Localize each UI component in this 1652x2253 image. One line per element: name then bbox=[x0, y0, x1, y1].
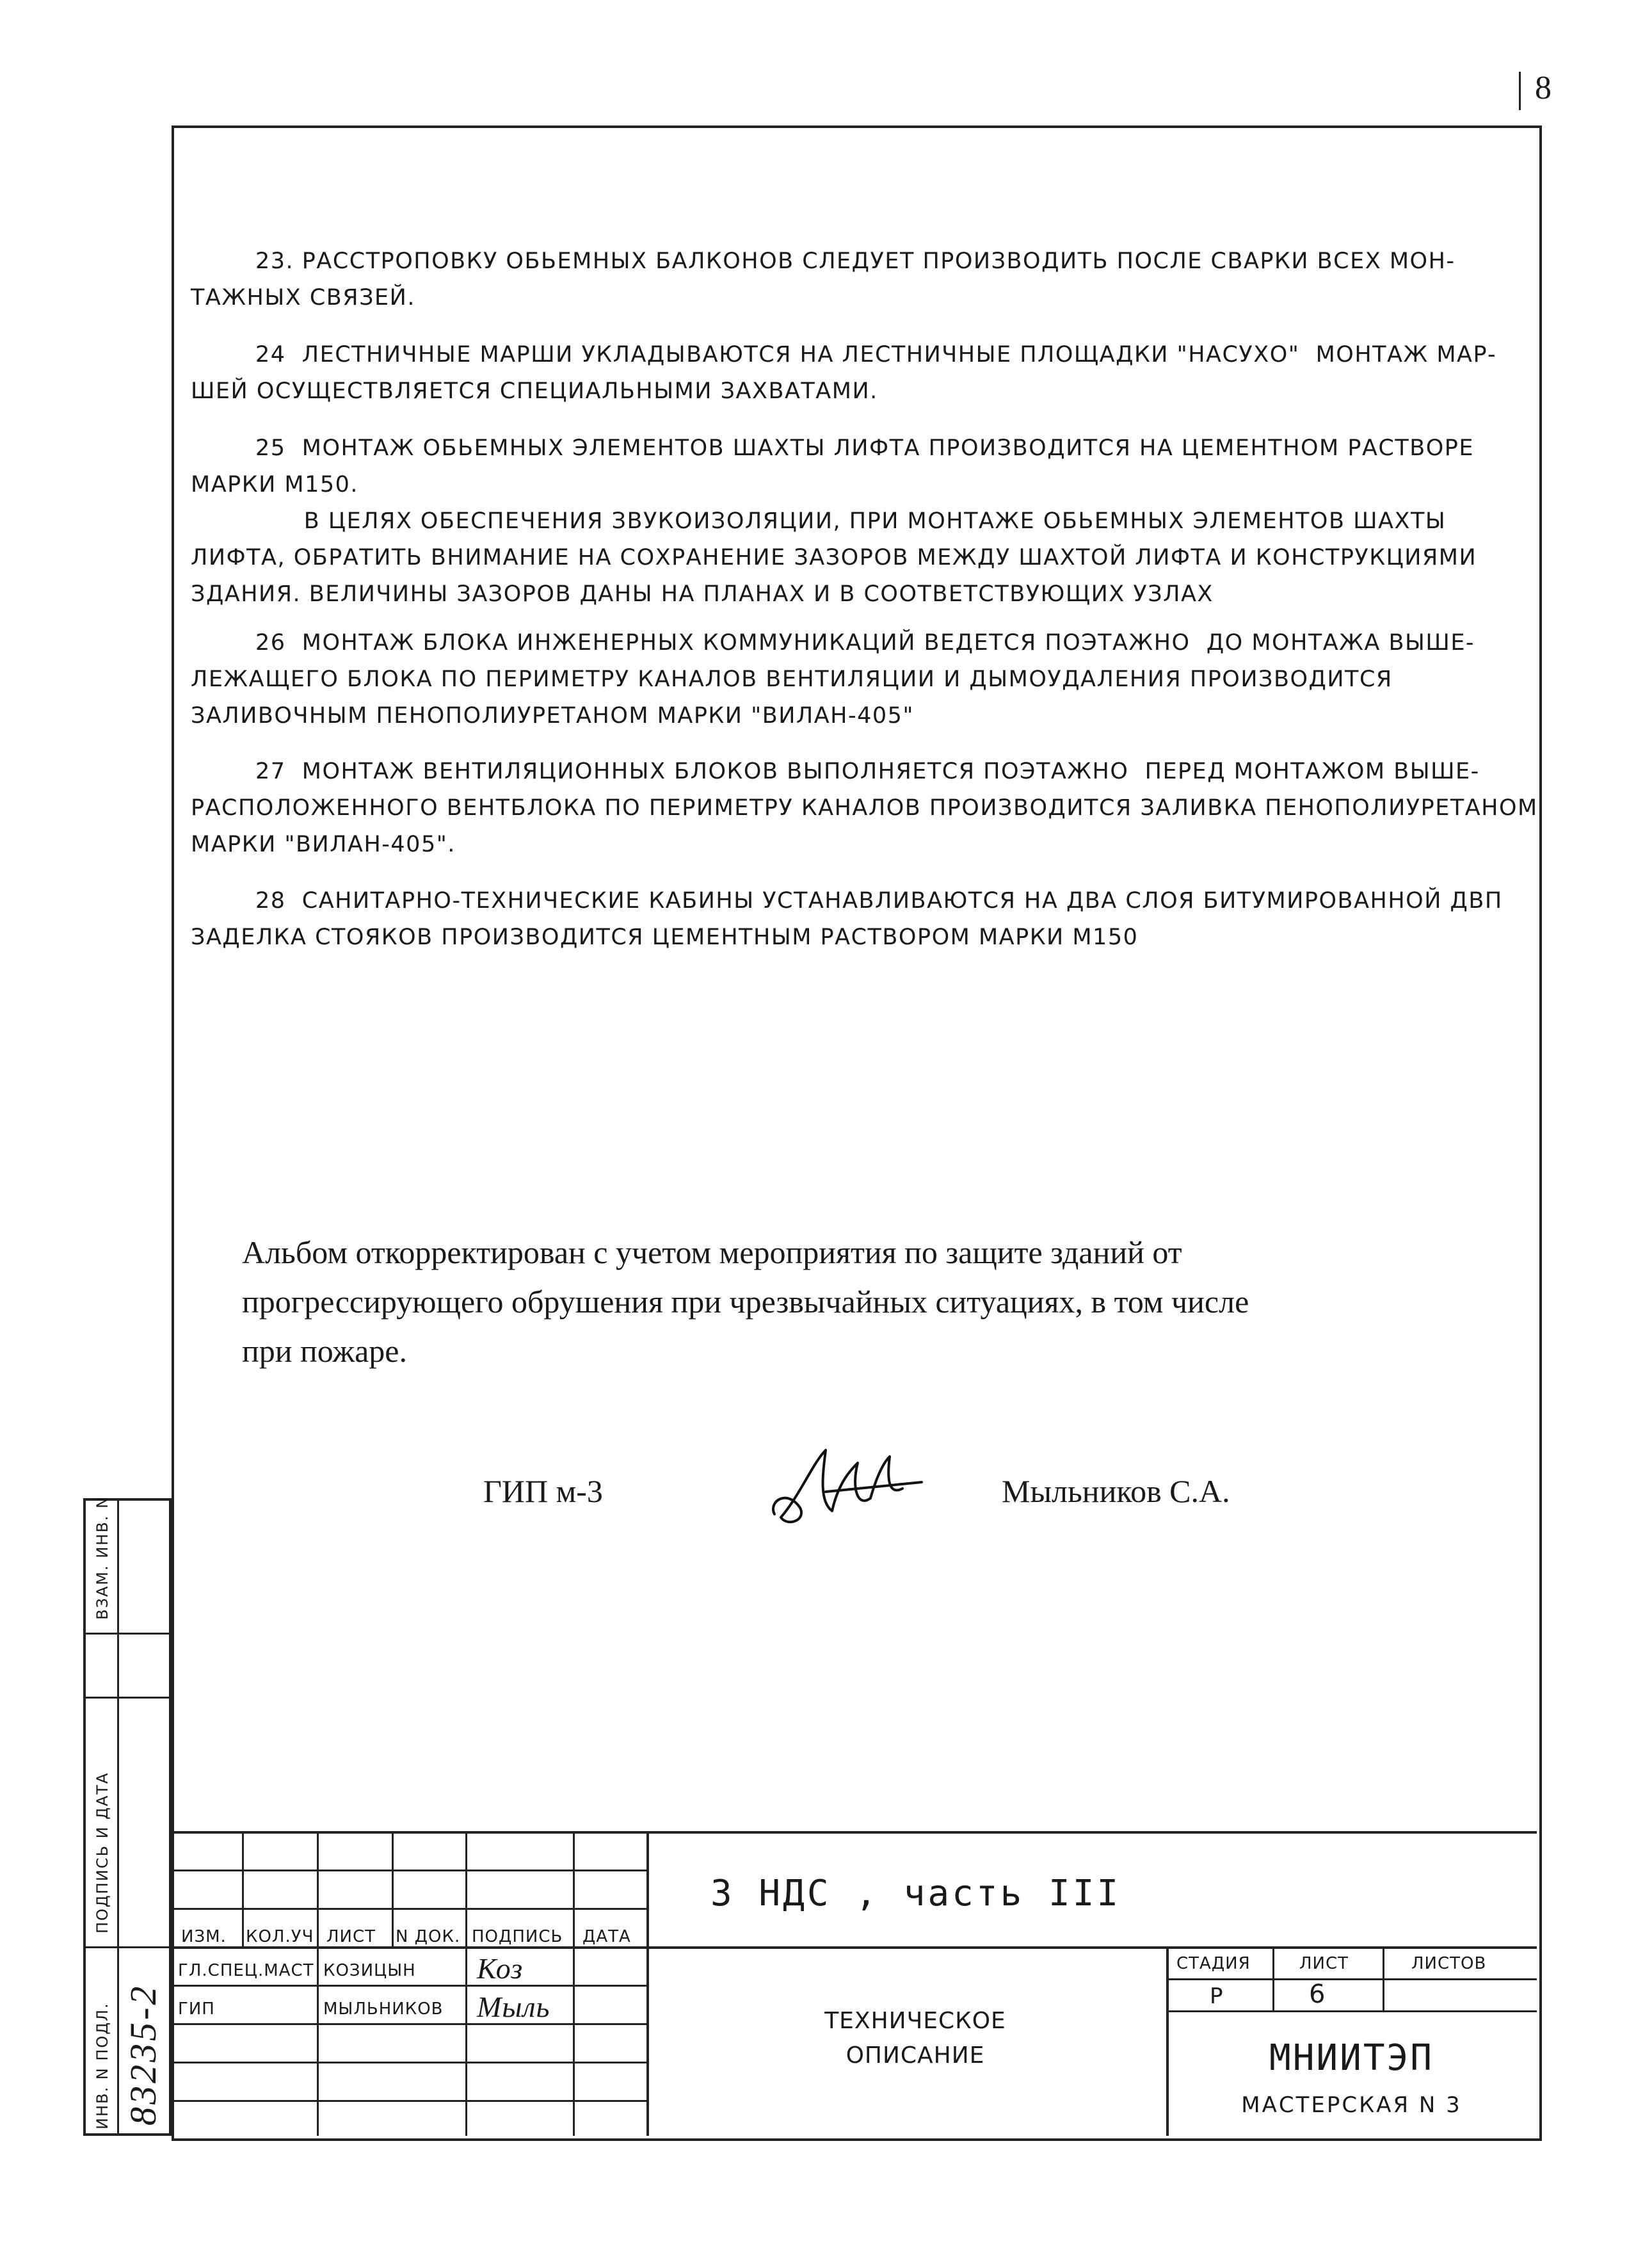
stage-line bbox=[1166, 1978, 1537, 1980]
grid-line bbox=[172, 2023, 646, 2025]
grid-line bbox=[172, 2062, 646, 2063]
note-25: 25 МОНТАЖ ОБЬЕМНЫХ ЭЛЕМЕНТОВ ШАХТЫ ЛИФТА ПРОИЗВОДИТСЯ НА ЦЕМЕНТНОМ РАСТВОРЕ МАРКИ М150. В ЦЕЛЯХ ОБЕСПЕЧЕНИЯ ЗВУКОИЗОЛЯЦИИ, ПРИ МОНТАЖЕ ОБЬЕМНЫХ ЭЛЕМЕНТОВ ШАХТЫ ЛИФТА, ОБРАТИТЬ ВНИМАНИЕ НА СОХРАНЕНИЕ ЗАЗОРОВ МЕЖДУ ШАХТОЙ ЛИФТА И КОНСТРУКЦИЯМИ ЗДАНИЯ. ВЕЛИЧИНЫ ЗАЗОРОВ ДАНЫ НА ПЛАНАХ И В СООТВЕТСТВУЮЩИХ УЗЛАХ bbox=[191, 435, 1477, 607]
title-block-top bbox=[172, 1831, 1537, 1834]
side-stamp-row-line bbox=[83, 1697, 172, 1699]
header-podpis: ПОДПИСЬ bbox=[472, 1927, 563, 1946]
grid-line bbox=[465, 1831, 467, 2136]
correction-note: Альбом откорректирован с учетом мероприятия по защите зданий от прогрессирующего обрушения при чрезвычайных ситуациях, в том числе при пожаре. bbox=[242, 1234, 1249, 1369]
header-list: ЛИСТ bbox=[326, 1927, 376, 1946]
sheets-label: ЛИСТОВ bbox=[1411, 1954, 1487, 1973]
note-23: 23. РАССТРОПОВКУ ОБЬЕМНЫХ БАЛКОНОВ СЛЕДУЕТ ПРОИЗВОДИТЬ ПОСЛЕ СВАРКИ ВСЕХ МОН- ТАЖНЫХ СВЯЗЕЙ. bbox=[191, 248, 1456, 311]
stage-line bbox=[1383, 1946, 1384, 2010]
role-chief-specialist: ГЛ.СПЕЦ.МАСТ bbox=[178, 1961, 314, 1980]
side-stamp-label-substitute: ВЗАМ. ИНВ. N bbox=[93, 1496, 111, 1620]
signature-mylnikov: Мыль bbox=[477, 1991, 550, 2023]
name-kozitsyn: КОЗИЦЫН bbox=[323, 1961, 416, 1980]
header-kol-uch: КОЛ.УЧ bbox=[246, 1927, 314, 1946]
project-title: 3 НДС , часть III bbox=[710, 1873, 1121, 1914]
stage-line bbox=[1272, 1946, 1274, 2010]
name-mylnikov: МЫЛЬНИКОВ bbox=[323, 1999, 444, 2019]
sheet-number-divider bbox=[1519, 72, 1521, 110]
title-block-mid bbox=[646, 1946, 1537, 1949]
stage-line bbox=[1166, 2010, 1537, 2012]
grid-line bbox=[172, 1946, 646, 1949]
note-24: 24 ЛЕСТНИЧНЫЕ МАРШИ УКЛАДЫВАЮТСЯ НА ЛЕСТНИЧНЫЕ ПЛОЩАДКИ "НАСУХО" МОНТАЖ МАР- ШЕЙ ОСУЩЕСТВЛЯЕТСЯ СПЕЦИАЛЬНЫМИ ЗАХВАТАМИ. bbox=[191, 342, 1497, 404]
organization: МНИИТЭП bbox=[1269, 2037, 1434, 2079]
grid-line bbox=[172, 2100, 646, 2102]
document-title: ТЕХНИЧЕСКОЕ ОПИСАНИЕ bbox=[824, 2008, 1006, 2069]
signer-name: Мыльников С.А. bbox=[1002, 1473, 1230, 1509]
side-stamp-row-line bbox=[83, 1946, 172, 1948]
grid-line bbox=[573, 1831, 575, 2136]
side-stamp-divider bbox=[117, 1498, 119, 2136]
note-27: 27 МОНТАЖ ВЕНТИЛЯЦИОННЫХ БЛОКОВ ВЫПОЛНЯЕТСЯ ПОЭТАЖНО ПЕРЕД МОНТАЖОМ ВЫШЕ- РАСПОЛОЖЕННОГО ВЕНТБЛОКА ПО ПЕРИМЕТРУ КАНАЛОВ ПРОИЗВОДИТСЯ ЗАЛИВКА ПЕНОПОЛИУРЕТАНОМ МАРКИ "ВИЛАН-405". bbox=[191, 759, 1538, 857]
title-block-divider bbox=[646, 1831, 649, 2136]
sheet-number: 8 bbox=[1535, 70, 1552, 106]
grid-line bbox=[172, 1985, 646, 1987]
sheet-value: 6 bbox=[1309, 1980, 1326, 2009]
note-26: 26 МОНТАЖ БЛОКА ИНЖЕНЕРНЫХ КОММУНИКАЦИЙ ВЕДЕТСЯ ПОЭТАЖНО ДО МОНТАЖА ВЫШЕ- ЛЕЖАЩЕГО БЛОКА ПО ПЕРИМЕТРУ КАНАЛОВ ВЕНТИЛЯЦИИ И ДЫМОУДАЛЕНИЯ ПРОИЗВОДИТСЯ ЗАЛИВОЧНЫМ ПЕНОПОЛИУРЕТАНОМ МАРКИ "ВИЛАН-405" bbox=[191, 630, 1475, 729]
stage-label: СТАДИЯ bbox=[1176, 1954, 1251, 1973]
grid-line bbox=[242, 1831, 244, 1946]
signature-kozitsyn: Коз bbox=[477, 1952, 524, 1985]
header-data: ДАТА bbox=[582, 1927, 631, 1946]
handwritten-signature bbox=[762, 1437, 928, 1540]
grid-line bbox=[317, 1831, 319, 2136]
side-stamp-label-signature: ПОДПИСЬ И ДАТА bbox=[93, 1772, 111, 1934]
inventory-number: 83235-2 bbox=[122, 1983, 164, 2126]
side-stamp-label-inventory: ИНВ. N ПОДЛ. bbox=[93, 2002, 111, 2129]
role-gip: ГИП bbox=[178, 1999, 215, 2019]
chief-engineer-label: ГИП м-3 bbox=[483, 1473, 603, 1509]
side-stamp-row-line bbox=[83, 1633, 172, 1635]
header-n-dok: N ДОК. bbox=[396, 1927, 461, 1946]
grid-line bbox=[392, 1831, 394, 1946]
header-izm: ИЗМ. bbox=[181, 1927, 227, 1946]
workshop: МАСТЕРСКАЯ N 3 bbox=[1241, 2092, 1462, 2118]
note-28: 28 САНИТАРНО-ТЕХНИЧЕСКИЕ КАБИНЫ УСТАНАВЛИВАЮТСЯ НА ДВА СЛОЯ БИТУМИРОВАННОЙ ДВП ЗАДЕЛКА СТОЯКОВ ПРОИЗВОДИТСЯ ЦЕМЕНТНЫМ РАСТВОРОМ МАРКИ М150 bbox=[191, 888, 1503, 950]
stage-value: Р bbox=[1210, 1983, 1224, 2009]
sheet-label: ЛИСТ bbox=[1299, 1954, 1349, 1973]
